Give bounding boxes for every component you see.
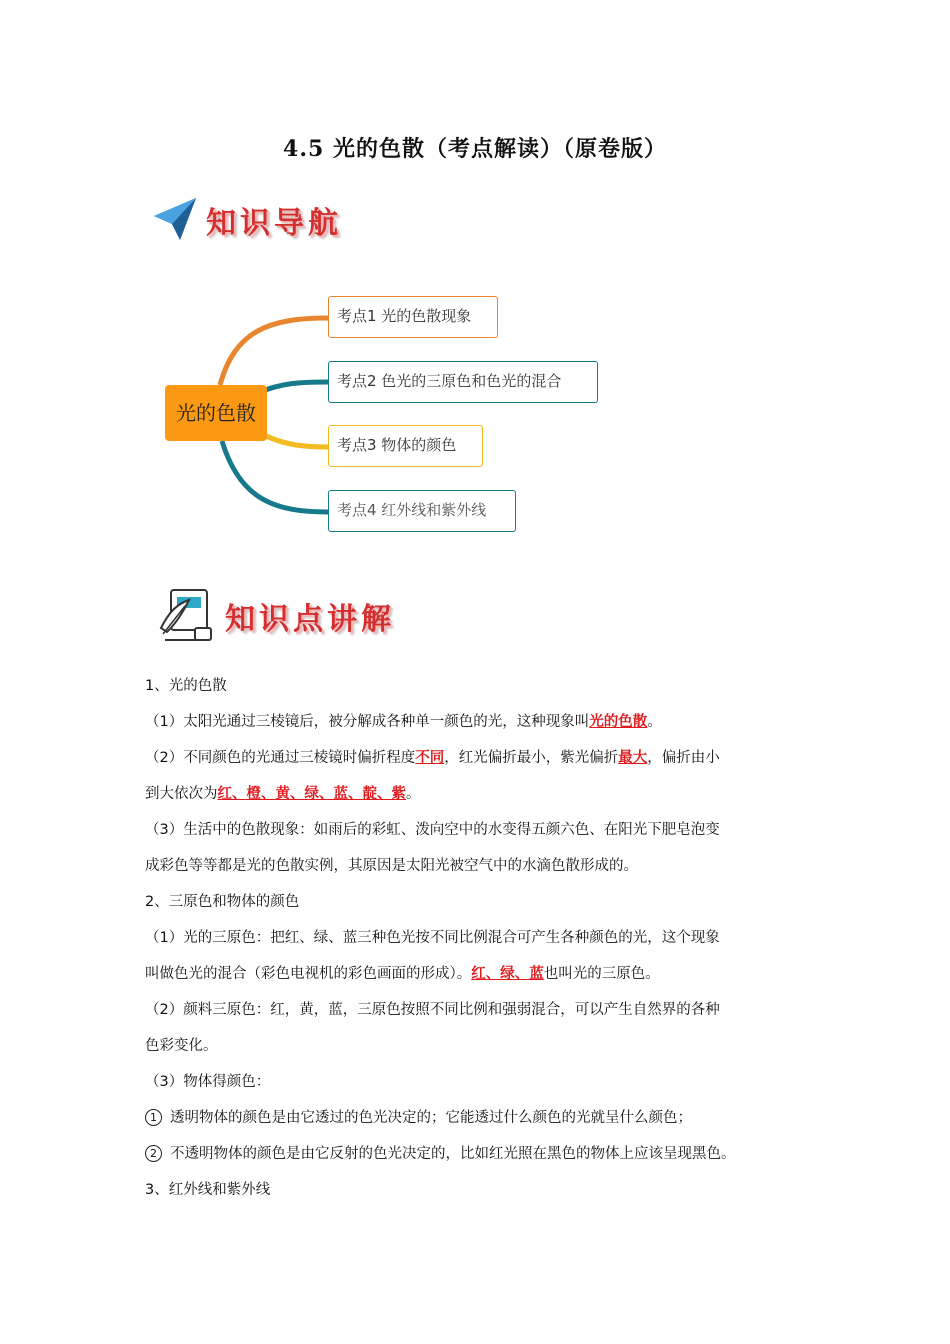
- paragraph: （2）不同颜色的光通过三棱镜时偏折程度不同，红光偏折最小，紫光偏折最大，偏折由小: [145, 750, 720, 766]
- circled-number: 2: [145, 1145, 162, 1162]
- paragraph: 到大依次为红、橙、黄、绿、蓝、靛、紫。: [145, 786, 421, 802]
- key-term: 不同: [415, 750, 445, 766]
- key-term: 光的色散: [589, 714, 648, 730]
- key-term: 红、绿、蓝: [471, 966, 544, 982]
- list-item: 2 不透明物体的颜色是由它反射的色光决定的，比如红光照在黑色的物体上应该呈现黑色。: [145, 1140, 820, 1176]
- section-heading: 2、三原色和物体的颜色: [145, 894, 300, 910]
- page-title: 4.5 光的色散（考点解读）（原卷版）: [283, 136, 667, 162]
- scroll-quill-icon: [155, 584, 217, 646]
- paragraph: （3）生活中的色散现象：如雨后的彩虹、泼向空中的水变得五颜六色、在阳光下肥皂泡变: [145, 822, 720, 838]
- mindmap-node-topic-3: 考点3 物体的颜色: [328, 425, 483, 467]
- paragraph: （2）颜料三原色：红，黄，蓝，三原色按照不同比例和强弱混合，可以产生自然界的各种: [145, 1002, 720, 1018]
- mindmap-node-topic-1: 考点1 光的色散现象: [328, 296, 498, 338]
- mindmap-node-topic-2: 考点2 色光的三原色和色光的混合: [328, 361, 598, 403]
- section-heading: 1、光的色散: [145, 678, 227, 694]
- paragraph: 色彩变化。: [145, 1038, 218, 1054]
- paragraph: 成彩色等等都是光的色散实例，其原因是太阳光被空气中的水滴色散形成的。: [145, 858, 638, 874]
- circled-number: 1: [145, 1109, 162, 1126]
- lesson-content: [145, 672, 820, 1212]
- mindmap-node-topic-4: 考点4 红外线和紫外线: [328, 490, 516, 532]
- knowledge-explain-banner: [155, 584, 425, 646]
- banner-title: 知识点讲解: [225, 602, 395, 637]
- list-item: 1 透明物体的颜色是由它透过的色光决定的；它能透过什么颜色的光就呈什么颜色；: [145, 1104, 820, 1140]
- key-term: 最大: [618, 750, 648, 766]
- banner-title: 知识导航: [206, 206, 342, 241]
- paragraph: （1）光的三原色：把红、绿、蓝三种色光按不同比例混合可产生各种颜色的光，这个现象: [145, 930, 720, 946]
- paragraph: （1）太阳光通过三棱镜后，被分解成各种单一颜色的光，这种现象叫光的色散。: [145, 714, 662, 730]
- section-heading: 3、红外线和紫外线: [145, 1182, 271, 1198]
- key-term: 红、橙、黄、绿、蓝、靛、紫: [217, 786, 406, 802]
- mindmap-center-node: 光的色散: [165, 385, 267, 441]
- paragraph: 叫做色光的混合（彩色电视机的彩色画面的形成）。红、绿、蓝也叫光的三原色。: [145, 966, 660, 982]
- paragraph: （3）物体得颜色：: [145, 1074, 271, 1090]
